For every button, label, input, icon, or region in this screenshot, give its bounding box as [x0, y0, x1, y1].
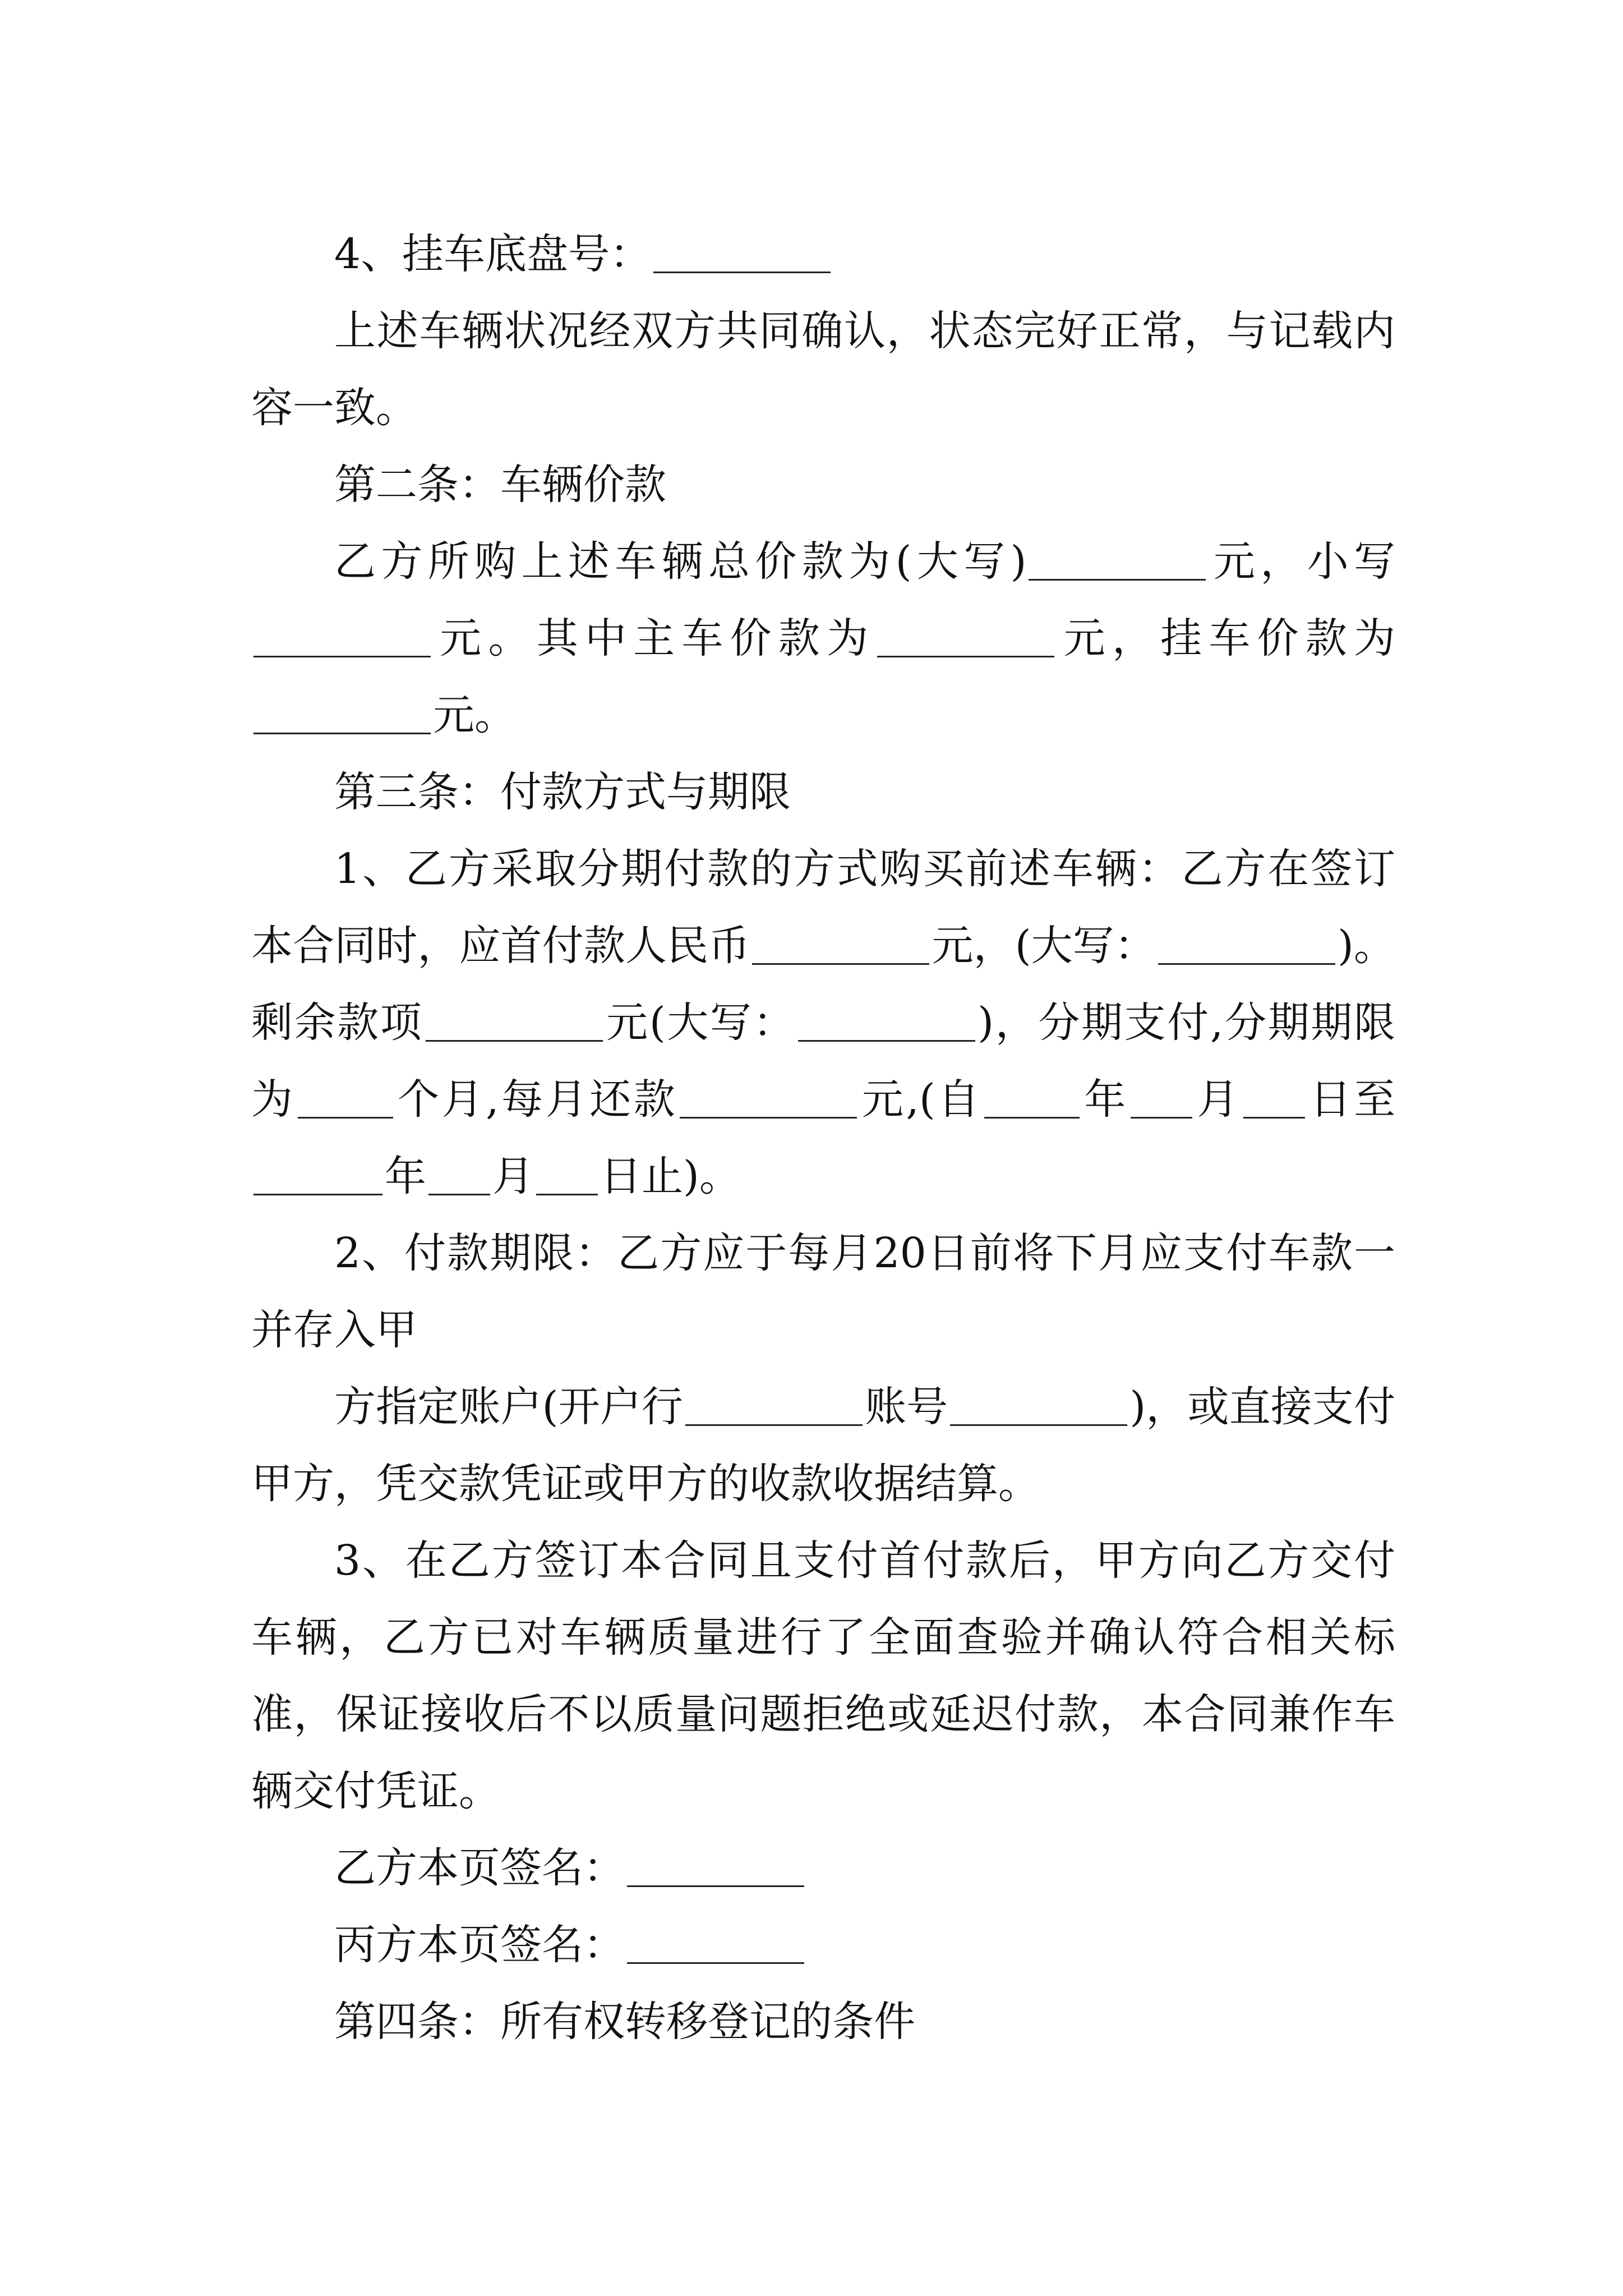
- blank-line: [877, 616, 1054, 657]
- text-run: 元，(大写：: [932, 922, 1156, 970]
- vehicle-delivery-paragraph: 3、在乙方签订本合同且支付首付款后，甲方向乙方交付车辆，乙方已对车辆质量进行了全面查验并确认符合相关标准，保证接收后不以质量问题拒绝或延迟付款，本合同兼作车辆交付凭证。: [251, 1536, 1395, 1815]
- installment-paragraph: [251, 831, 1395, 1215]
- blank-line: [1029, 540, 1206, 581]
- text-run: 元，挂车价款为: [1057, 614, 1396, 662]
- text-run: )。剩余款项: [251, 922, 1396, 1047]
- vehicle-price-paragraph: [251, 523, 1395, 754]
- text-run: 乙方所购上述车辆总价款为(大写): [334, 537, 1027, 586]
- text-run: 月: [492, 1152, 534, 1200]
- blank-line: [680, 1078, 857, 1119]
- blank-line: [685, 1385, 863, 1426]
- text-run: 账号: [865, 1383, 948, 1431]
- payment-deadline-paragraph: 2、付款期限：乙方应于每月20日前将下月应支付车款一并存入甲: [251, 1229, 1395, 1354]
- article-2-heading: 第二条：车辆价款: [334, 461, 666, 509]
- text-run: 4、挂车底盘号：: [334, 230, 652, 278]
- signature-blank: [627, 1923, 804, 1964]
- blank-line: [798, 1001, 975, 1042]
- article-4-heading: 第四条：所有权转移登记的条件: [334, 1998, 915, 2046]
- blank-line: [426, 1001, 603, 1042]
- blank-line: [1158, 924, 1335, 965]
- text-run: 元。其中主车价款为: [433, 614, 875, 662]
- text-run: 日止)。: [600, 1152, 741, 1200]
- text-run: 方指定账户(开户行: [334, 1383, 683, 1431]
- designated-account-paragraph: [251, 1369, 1395, 1522]
- blank-line: [653, 232, 831, 273]
- text-run: 元，小写: [1208, 537, 1395, 586]
- blank-line: [253, 1154, 382, 1195]
- text-run: 丙方本页签名：: [334, 1921, 625, 1969]
- vehicle-condition-paragraph: 上述车辆状况经双方共同确认，状态完好正常，与记载内容一致。: [251, 307, 1395, 432]
- text-run: 月: [1194, 1075, 1241, 1124]
- text-run: 年: [1081, 1075, 1128, 1124]
- text-run: )，或直接支付甲方，凭交款凭证或甲方的收款收据结算。: [251, 1383, 1395, 1508]
- text-run: 1、乙方采取分期付款的方式购买前述车辆：乙方在签订本合同时，应首付款人民币: [251, 845, 1395, 970]
- text-run: 年: [385, 1152, 426, 1200]
- text-run: )，分期支付,分期期限为: [251, 999, 1395, 1124]
- text-run: 日至: [1307, 1075, 1395, 1124]
- chassis-number-line: [251, 216, 1395, 293]
- text-run: 个月,每月还款: [395, 1075, 678, 1124]
- blank-line: [752, 924, 929, 965]
- signature-blank: [627, 1846, 804, 1887]
- party-c-signature-line: [251, 1907, 1395, 1984]
- text-run: 元(大写：: [605, 999, 796, 1047]
- blank-line: [298, 1078, 393, 1119]
- blank-line: [1243, 1078, 1305, 1119]
- blank-line: [536, 1154, 598, 1195]
- blank-line: [253, 616, 431, 657]
- party-b-signature-line: [251, 1830, 1395, 1907]
- document-body: [251, 216, 1395, 2060]
- text-run: 元。: [433, 691, 516, 739]
- text-run: 元,(自: [859, 1075, 982, 1124]
- article-3-heading: 第三条：付款方式与期限: [334, 768, 791, 816]
- blank-line: [950, 1385, 1127, 1426]
- blank-line: [1131, 1078, 1192, 1119]
- text-run: 乙方本页签名：: [334, 1844, 625, 1892]
- blank-line: [984, 1078, 1080, 1119]
- blank-line: [428, 1154, 490, 1195]
- blank-line: [253, 693, 431, 734]
